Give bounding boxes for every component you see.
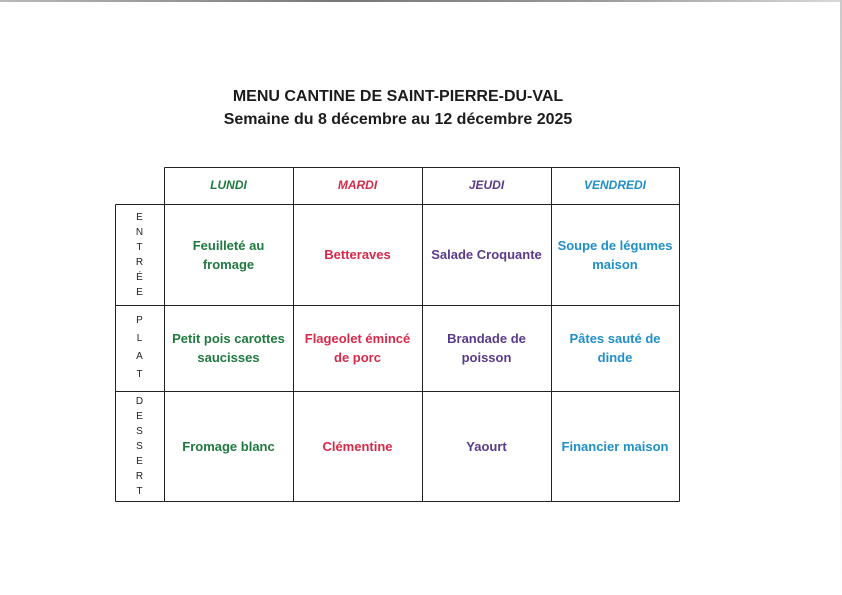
course-label-plat: P L A T [136, 315, 143, 380]
dish-dessert-mardi: Clémentine [322, 438, 393, 454]
day-header-jeudi: JEUDI [468, 178, 505, 192]
course-label-entree: E N T R É E [135, 211, 144, 298]
dish-entree-jeudi: Salade Croquante [431, 247, 542, 262]
dish-plat-jeudi: Brandade de poisson [447, 331, 526, 365]
menu-week: Semaine du 8 décembre au 12 décembre 2025 [223, 111, 573, 128]
menu-title: MENU CANTINE DE SAINT-PIERRE-DU-VAL [232, 88, 564, 105]
dish-dessert-lundi: Fromage blanc [182, 438, 275, 454]
dish-entree-vendredi: Soupe de légumes maison [557, 237, 673, 272]
dish-dessert-jeudi: Yaourt [466, 438, 507, 454]
dish-plat-mardi: Flageolet émincé de porc [304, 331, 411, 365]
dish-plat-lundi: Petit pois carottes saucisses [172, 331, 285, 365]
course-label-dessert: D E S S E R T [135, 395, 144, 497]
dish-plat-vendredi: Pâtes sauté de dinde [569, 331, 661, 365]
day-header-vendredi: VENDREDI [583, 178, 646, 192]
day-header-mardi: MARDI [337, 178, 378, 192]
dish-entree-lundi: Feuilleté au fromage [192, 237, 265, 272]
dish-dessert-vendredi: Financier maison [561, 438, 669, 454]
day-header-lundi: LUNDI [210, 178, 247, 192]
dish-entree-mardi: Betteraves [324, 247, 391, 262]
